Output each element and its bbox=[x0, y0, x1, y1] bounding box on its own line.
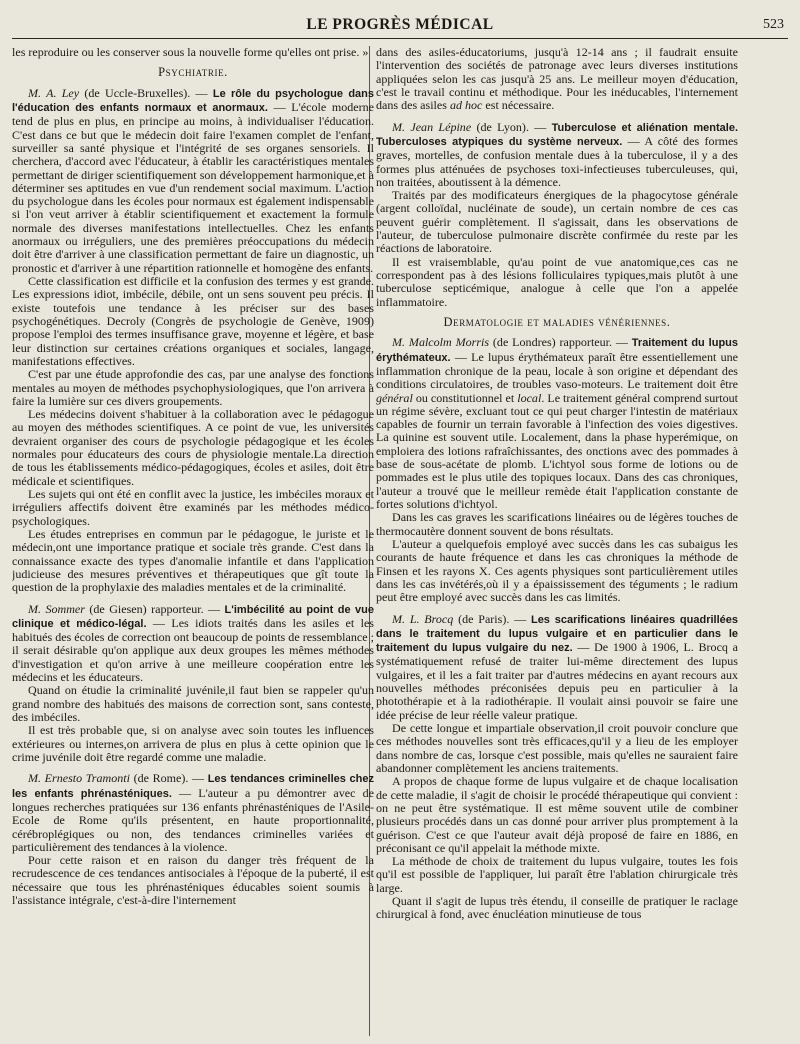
article-text: — De 1900 à 1906, L. Brocq a systématiquement refusé de traiter lui-même directement des lupus vulgaires, et il les a fait traiter par d'autres médecins en ayant recours aux nouvelles méthodes préconisées depuis peu en particulier à la photothérapie et à la radiothérapie. Il voulait ainsi pouvoir se faire une idée précise de leur réelle valeur pratique. bbox=[376, 640, 738, 722]
article-text: — L'école moderne tend de plus en plus, en principe au moins, à individualiser l'éducation. C'est dans ce but que le médecin doit faire l'examen complet de l'enfant, surveiller sa santé physique et l'intégrité de ses organes sensoriels. Il cherchera, d'accord avec l'éducateur, à établir les caractéristiques mentales permettant de diriger scientifiquement son développement harmonique,et à déterminer ses aptitudes en vue d'un rendement social maximum. L'action du psychologue dans les écoles pour normaux est également indispensable si l'on veut arriver à établir scientifiquement et exactement la formule normale des diverses manifestations intellectuelles. Chez les enfants anormaux ou irréguliers, une des premières préoccupations du médecin doit être d'arriver à une classification permettant de faire un diagnostic, un pronostic et d'arriver à une répartition rationnelle et homogène des enfants. bbox=[12, 99, 374, 275]
section-heading-dermatologie: Dermatologie et maladies vénériennes. bbox=[443, 314, 671, 329]
author-name: M. L. Brocq bbox=[392, 611, 454, 626]
left-column bbox=[12, 46, 374, 1036]
article-text: — Les idiots traités dans les asiles et les habitués des écoles de correction ont beaucoup de points de ressemblance ; il serait désirable qu'on applique aux deux groupes les mêmes méthodes d'investigation et qu'on arrive à une meilleure coopération entre les médecins et les éducateurs. bbox=[12, 615, 374, 685]
article-title: Les scarifications linéaires quadrillées dans le traitement du lupus vulgaire et en particulier dans le traitement du lupus vulgaire du nez. bbox=[376, 613, 738, 655]
article-sommer bbox=[12, 603, 374, 685]
author-name: M. Sommer bbox=[28, 601, 85, 616]
continued-text: dans des asiles-éducatoriums, jusqu'à 12-14 ans ; il faudrait ensuite l'intervention des sociétés de patronage avec leurs diverses institutions appliquées selon les cas jusqu'à 25 ans. Le meilleur moyen d'éducation, c'est le travail continu et méthodique. Pour les inéducables, l'internement dans des asiles bbox=[376, 46, 738, 113]
article-text: . Le traitement général comprend surtout un régime sévère, excluant tout ce qui peut charger l'intestin de matériaux capables de fournir un terrain favorable à l'infection des voies digestives. La quinine est souvent utile. Localement, dans la phase hyperémique, on emploiera des lotions rafraîchissantes, des onctions avec des pommades à base de sous-acétate de plomb. L'ichtyol sous forme de lotions ou de pommades est le plus utile des topiques locaux. Dans des cas chroniques, l'auteur a trouvé que le meilleur remède était l'application constante de fortes solutions d'ichtyol. bbox=[376, 390, 738, 511]
paragraph: A propos de chaque forme de lupus vulgaire et de chaque localisation de cette maladie, il s'agit de choisir le procédé thérapeutique qui convient : on ne peut être systématique. Il est même souvent utile de combiner plusieurs procédés dans un cas donné pour arriver plus promptement à la guérison. C'est ce que l'auteur avait déjà proposé de faire en 1886, en préconisant ce qu'il appelait la méthode mixte. bbox=[376, 774, 738, 855]
paragraph: Les médecins doivent s'habituer à la collaboration avec le pédagogue au moyen des méthodes scientifiques. A ce point de vue, les universités devraient organiser des cours de psychologie pédagogique et les écoles normales pour éducateurs des cours de physiologie mentale.La direction de tous les établissements médico-pédagogiques, écoles et asiles, doit être médicale et scientifiques. bbox=[12, 407, 374, 488]
paragraph: Il est vraisemblable, qu'au point de vue anatomique,ces cas ne correspondent pas à des lésions folliculaires typiques,mais plutôt à une tuberculose septicémique, analogue à celle que l'on a appelée inflammatoire. bbox=[376, 254, 738, 309]
journal-title: LE PROGRÈS MÉDICAL bbox=[306, 16, 494, 33]
latin-term: ad hoc bbox=[449, 98, 483, 113]
emphasis: local bbox=[517, 390, 542, 405]
page-header bbox=[12, 12, 788, 39]
article-text: — L'auteur a pu démontrer avec de longues recherches pratiquées sur 136 enfants phrénasténiques de l'Asile-Ecole de Rome qu'ils présentent, en haute proportionnalité, cérébroplégiques ou non, des tendances criminelles variées et particulièrement des tendances à la violence. bbox=[12, 785, 374, 854]
paragraph: Il est très probable que, si on analyse avec soin toutes les influences extérieures ou internes,on arrivera de plus en plus à cette opinion que le crime juvénile doit être regardé comme une maladie. bbox=[12, 723, 374, 764]
author-affiliation: (de Paris). — bbox=[453, 611, 531, 626]
author-affiliation: (de Lyon). — bbox=[471, 119, 552, 134]
page-number: 523 bbox=[763, 17, 784, 32]
paragraph: Les sujets qui ont été en conflit avec la justice, les imbéciles moraux et irréguliers affectifs doivent être examinés par les méthodes médico-psychologiques. bbox=[12, 487, 374, 528]
article-title: Tuberculose et aliénation mentale. Tuberculoses atypiques du système nerveux. bbox=[376, 121, 738, 148]
paragraph: La méthode de choix de traitement du lupus vulgaire, toutes les fois qu'il est possible de l'appliquer, lui paraît être l'ablation chirurgicale très large. bbox=[376, 854, 738, 895]
continued-paragraph: les reproduire ou les conserver sous la nouvelle forme qu'elles ont prise. » bbox=[12, 46, 369, 59]
author-name: M. Jean Lépine bbox=[392, 119, 472, 134]
author-affiliation: (de Uccle-Bruxelles). — bbox=[79, 85, 213, 100]
paragraph: Dans les cas graves les scarifications linéaires ou de légères touches de thermocautère donnent souvent de bons résultats. bbox=[376, 510, 738, 538]
paragraph: Traités par des modificateurs énergiques de la phagocytose générale (argent colloïdal, nucléinate de soude), un certain nombre de ces cas peuvent guérir complètement. Il s'agissait, dans les observations de l'auteur, de tuberculose pulmonaire discrète confirmée du reste par les réactions de laboratoire. bbox=[376, 188, 738, 256]
article-title: Les tendances criminelles chez les enfants phrénasténiques. bbox=[12, 773, 374, 800]
article-lepine bbox=[376, 121, 738, 190]
paragraph: Quant il s'agit de lupus très étendu, il conseille de pratiquer le raclage chirurgical à fond, avec énucléation minutieuse de tous bbox=[376, 894, 738, 922]
author-affiliation: (de Rome). — bbox=[129, 771, 208, 786]
article-title: Le rôle du psychologue dans l'éducation des enfants normaux et anormaux. bbox=[12, 87, 374, 114]
author-name: M. Ernesto Tramonti bbox=[28, 771, 130, 786]
paragraph: L'auteur a quelquefois employé avec succès dans les cas subaigus les courants de haute fréquence et dans les cas chroniques la méthode de Finsen et les rayons X. Ces agents physiques sont particulièrement utiles dans les cas invétérés,où il y a épaississement des téguments ; le radium peut être employé avec succès dans les cas limités. bbox=[376, 536, 738, 605]
article-tramonti bbox=[12, 772, 374, 854]
article-text: ou constitutionnel et bbox=[412, 390, 518, 405]
article-morris bbox=[376, 336, 738, 511]
section-heading-psychiatrie: Psychiatrie. bbox=[158, 65, 228, 80]
author-name: M. A. Ley bbox=[28, 85, 80, 100]
author-name: M. Malcolm Morris bbox=[392, 335, 490, 350]
article-text: — Le lupus érythémateux paraît être essentiellement une inflammation chronique de la peau, locale à son origine et dépendant des conditions circulatoires, de troubles vaso-moteurs. Le traitement doit être bbox=[376, 349, 738, 392]
paragraph: Les études entreprises en commun par le pédagogue, le juriste et le médecin,ont une importance pratique et sociale très grande. C'est dans la connaissance exacte des types d'anomalie infantile et dans l'application judicieuse des mesures préventives et thérapeutiques que gît toute la question de la prophylaxie des maladies mentales et de la criminalité. bbox=[12, 526, 374, 595]
paragraph: Pour cette raison et en raison du danger très fréquent de la recrudescence de ces tendances antisociales à l'époque de la puberté, il est nécessaire que tous les phrénasténiques éducables soient soumis à l'assistance intégrale, c'est-à-dire l'internement bbox=[12, 853, 374, 908]
article-ley bbox=[12, 87, 374, 275]
article-brocq bbox=[376, 613, 738, 723]
continued-paragraph bbox=[376, 46, 738, 113]
paragraph: Cette classification est difficile et la confusion des termes y est grande. Les expressions idiot, imbécile, débile, ont un sens souvent peu précis. Il existe toutefois une tendance à les préciser sur des bases psychogénétiques. Decroly (Congrès de psychologie de Genève, 1909) propose l'emploi des termes insuffisance grave, moyenne et légère, et base leur distinction sur certaines créations organiques et sociales, langage, manifestations effectives. bbox=[12, 274, 374, 368]
author-affiliation: (de Giesen) rapporteur. — bbox=[84, 601, 225, 616]
article-title: Traitement du lupus érythémateux. bbox=[376, 337, 738, 364]
emphasis: général bbox=[376, 390, 413, 405]
paragraph: De cette longue et impartiale observation,il croit pouvoir conclure que ces méthodes nouvelles sont très efficaces,qu'il y a lieu de les employer dans nombre de cas, lorsque c'est possible, mais qu'elles ne sauraient faire abandonner complètement les anciens traitements. bbox=[376, 721, 738, 775]
article-title: L'imbécilité au point de vue clinique et médico-légal. bbox=[12, 603, 374, 630]
continued-text-end: est nécessaire. bbox=[482, 98, 555, 113]
paragraph: Quand on étudie la criminalité juvénile,il faut bien se rappeler qu'un grand nombre des habitués des maisons de correction sont, sans conteste, des imbéciles. bbox=[12, 683, 374, 724]
article-text: — A côté des formes graves, mortelles, de confusion mentale dues à la tuberculose, il y a des formes plus atténuées de psychoses toxi-infectieuses tuberculeuses, qui, non traitées, aboutissent à la démence. bbox=[376, 133, 738, 189]
paragraph: C'est par une étude approfondie des cas, par une analyse des fonctions mentales au moyen de méthodes psychophysiologiques, que l'on arrivera à faire la lumière sur ces divers groupements. bbox=[12, 367, 374, 408]
author-affiliation: (de Londres) rapporteur. — bbox=[489, 335, 632, 350]
right-column bbox=[376, 46, 738, 1036]
